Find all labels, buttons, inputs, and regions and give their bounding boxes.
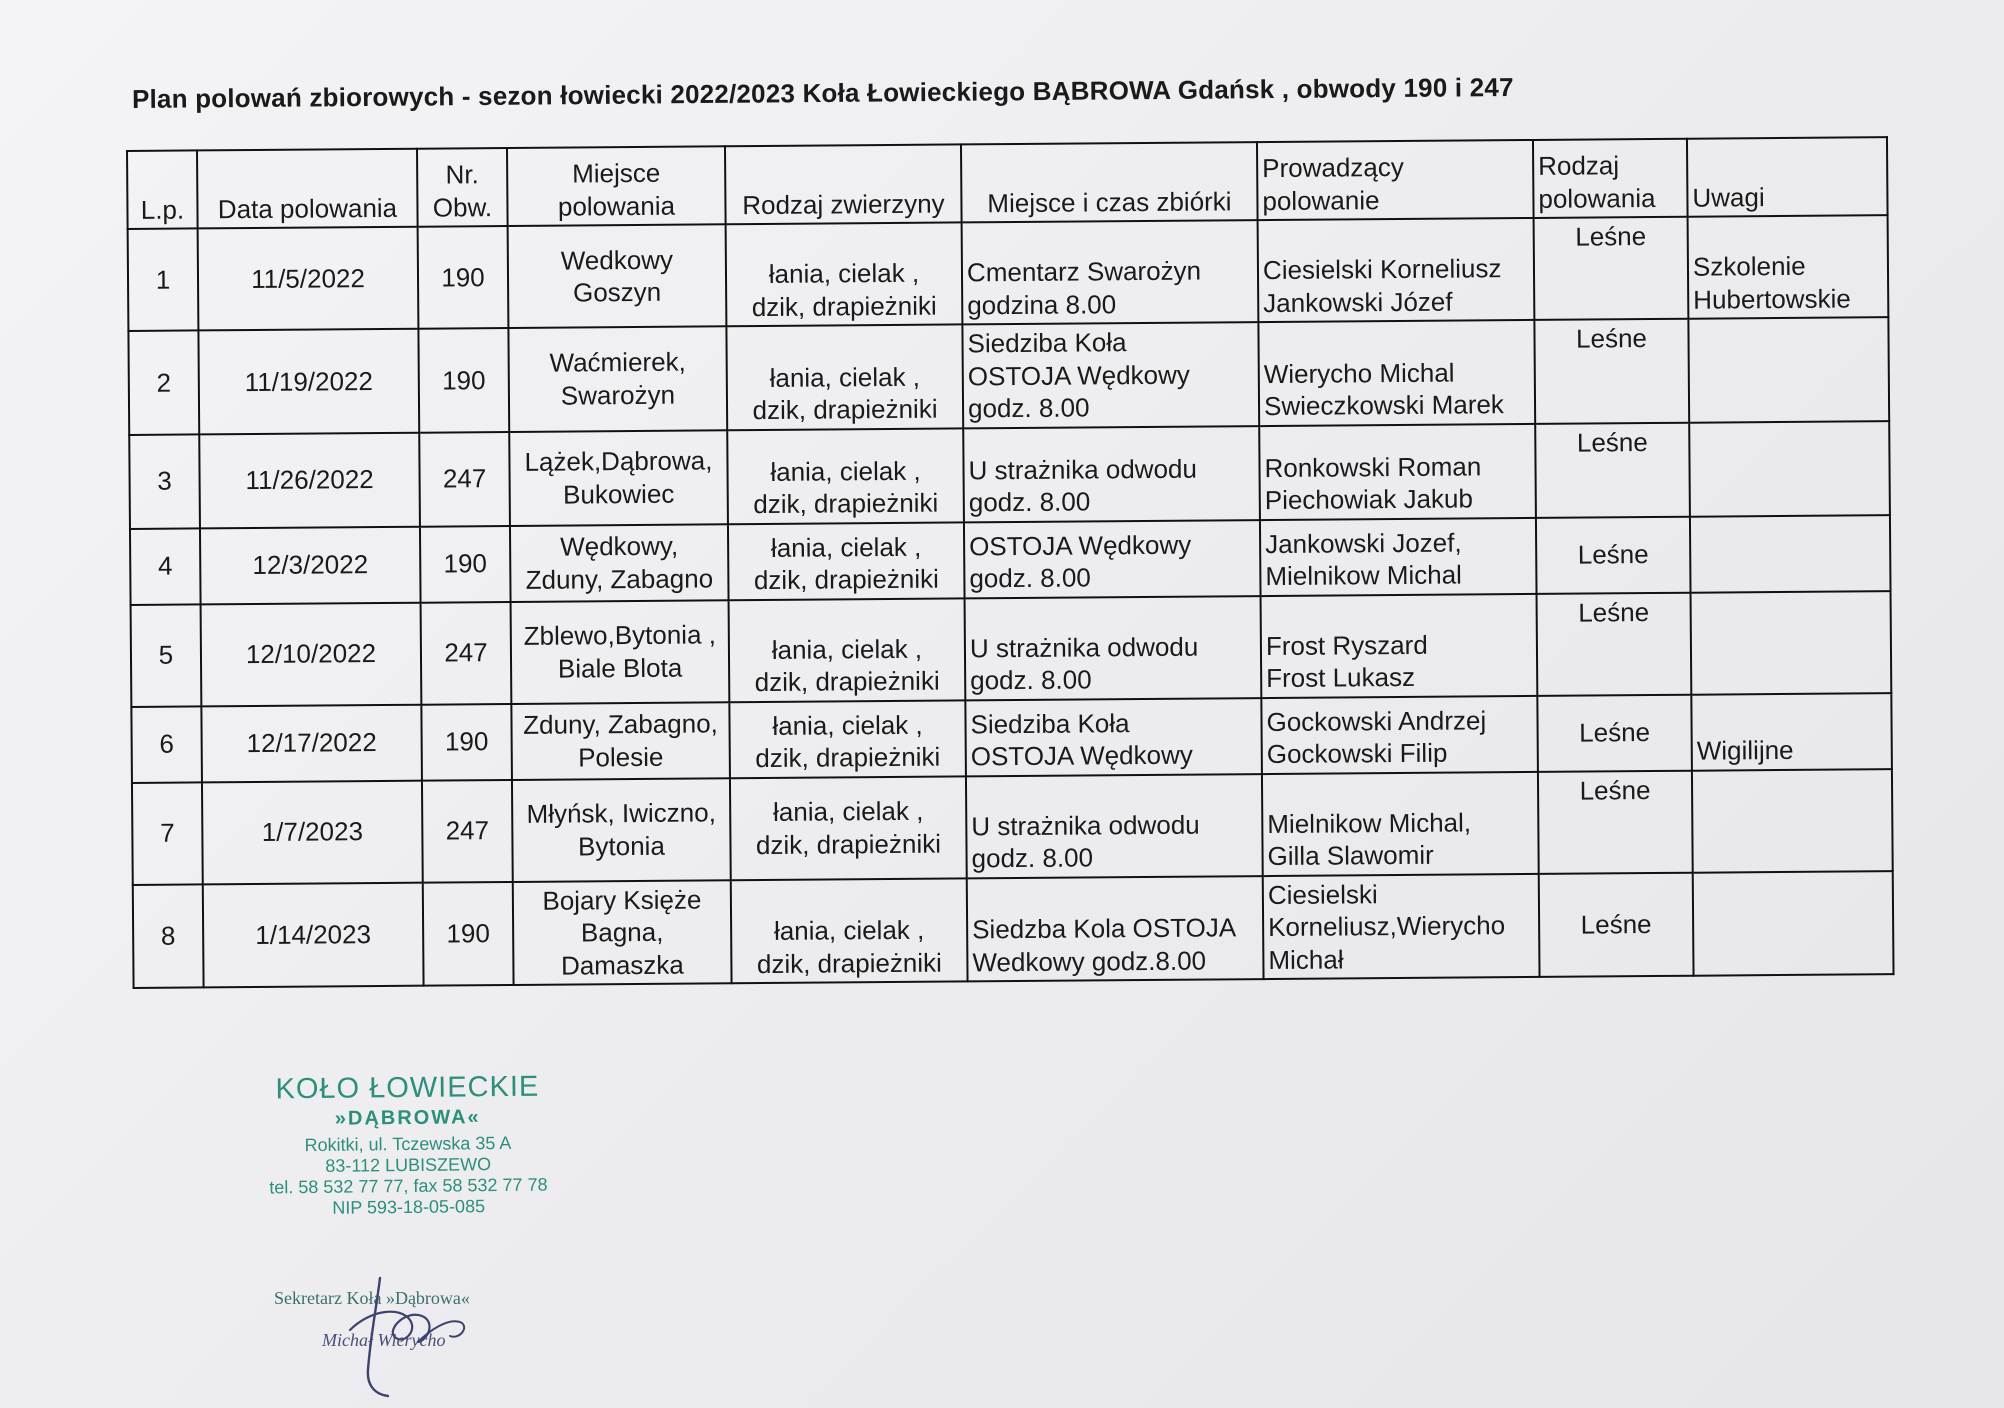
signature-name: Michał Wierycho [322,1330,446,1350]
cell-leader: Frost Ryszard Frost Lukasz [1261,593,1538,697]
cell-date: 11/19/2022 [198,329,419,434]
cell-game: łania, cielak , dzik, drapieżniki [728,522,965,600]
cell-meeting: Siedzba Kola OSTOJA Wedkowy godz.8.00 [967,876,1264,982]
cell-meeting: Cmentarz Swarożyn godzina 8.00 [962,220,1259,324]
cell-date: 12/10/2022 [201,602,422,706]
cell-game: łania, cielak , dzik, drapieżniki [731,878,968,983]
hunt-plan-table [126,136,1895,989]
stamp-nip: NIP 593-18-05-085 [332,1196,486,1218]
cell-meeting: U strażnika odwodu godz. 8.00 [966,774,1263,878]
cell-lp: 1 [128,228,199,331]
cell-lp: 3 [129,434,200,529]
cell-notes [1691,591,1892,695]
cell-game: łania, cielak , dzik, drapieżniki [727,428,964,524]
header-notes: Uwagi [1687,137,1888,217]
cell-notes: Szkolenie Hubertowskie [1688,215,1889,319]
cell-notes: Wigilijne [1691,693,1892,771]
header-nr: Nr. Obw. [417,148,508,227]
cell-type: Leśne [1538,770,1693,873]
stamp-phone: tel. 58 532 77 77, fax 58 532 77 78 [269,1174,548,1198]
cell-lp: 2 [128,330,199,434]
cell-date: 12/3/2022 [200,526,421,604]
cell-leader: Ciesielski Korneliusz Jankowski Józef [1258,218,1535,322]
cell-nr: 247 [419,431,510,526]
cell-place: Bojary Księże Bagna, Damaszka [513,880,732,985]
cell-nr: 190 [421,703,512,780]
cell-nr: 247 [421,601,512,704]
cell-notes [1688,317,1889,422]
cell-game: łania, cielak , dzik, drapieżniki [729,700,966,778]
cell-place: Waćmierek, Swarożyn [508,326,727,431]
page-title: Plan polowań zbiorowych - sezon łowiecki 2022/2023 Koła Łowieckiego BĄBROWA Gdańsk , obwody 190 i 247 [131,71,1514,114]
cell-leader: Gockowski Andrzej Gockowski Filip [1261,695,1538,773]
cell-game: łania, cielak , dzik, drapieżniki [726,222,963,326]
stamp-club-brand: »DĄBROWA« [334,1106,481,1130]
table-header-row [127,137,1888,229]
hunt-plan-table-wrapper [126,136,1895,989]
cell-nr: 190 [418,226,509,329]
club-stamp [247,1070,569,1219]
cell-nr: 247 [422,779,513,882]
cell-leader: Ciesielski Korneliusz,Wierycho Michał [1263,873,1540,979]
table-row [129,421,1890,529]
header-game: Rodzaj zwierzyny [725,144,962,224]
cell-notes [1693,871,1894,976]
cell-type: Leśne [1537,694,1692,771]
header-lp: L.p. [127,150,198,229]
cell-lp: 8 [133,884,204,988]
header-place: Miejsce polowania [507,146,726,226]
cell-type: Leśne [1536,516,1691,593]
signature-title: Sekretarz Koła »Dąbrowa« [274,1288,470,1308]
cell-nr: 190 [420,525,511,602]
cell-leader: Mielnikow Michal, Gilla Slawomir [1262,771,1539,875]
cell-type: Leśne [1535,422,1690,517]
cell-place: Zblewo,Bytonia , Biale Blota [511,600,730,704]
header-meeting: Miejsce i czas zbiórki [961,142,1258,222]
cell-lp: 5 [131,604,202,707]
handwritten-signature-icon [310,1270,510,1400]
signature-block [270,1270,550,1400]
cell-date: 11/26/2022 [199,432,420,528]
cell-notes [1689,421,1890,517]
cell-meeting: U strażnika odwodu godz. 8.00 [965,596,1262,700]
cell-date: 1/14/2023 [203,882,424,987]
cell-notes [1692,769,1893,873]
stamp-address: Rokitki, ul. Tczewska 35 A [304,1132,512,1156]
cell-date: 11/5/2022 [198,227,419,331]
cell-leader: Wierycho Michal Swieczkowski Marek [1258,320,1535,426]
cell-type: Leśne [1534,319,1689,424]
cell-type: Leśne [1537,592,1692,695]
cell-place: Zduny, Zabagno, Polesie [511,702,730,780]
cell-leader: Ronkowski Roman Piechowiak Jakub [1259,423,1536,519]
cell-type: Leśne [1539,872,1694,977]
cell-type: Leśne [1534,217,1689,320]
cell-meeting: U strażnika odwodu godz. 8.00 [963,426,1260,522]
cell-game: łania, cielak , dzik, drapieżniki [730,776,967,880]
table-row [133,871,1894,988]
cell-nr: 190 [423,881,514,985]
cell-date: 1/7/2023 [202,780,423,884]
cell-leader: Jankowski Jozef, Mielnikow Michal [1260,517,1537,595]
table-row [128,317,1889,434]
cell-game: łania, cielak , dzik, drapieżniki [729,598,966,702]
header-leader: Prowadzący polowanie [1257,140,1534,220]
cell-notes [1690,515,1891,593]
table-row [131,591,1892,707]
cell-place: Wędkowy, Zduny, Zabagno [510,524,729,602]
cell-meeting: Siedziba Koła OSTOJA Wędkowy godz. 8.00 [962,322,1259,428]
cell-lp: 7 [132,782,203,885]
cell-place: Wedkowy Goszyn [508,224,727,328]
table-row [131,693,1892,783]
stamp-club-name: KOŁO ŁOWIECKIE [275,1070,540,1106]
cell-lp: 4 [130,528,201,605]
cell-date: 12/17/2022 [201,704,422,782]
header-date: Data polowania [197,149,418,229]
cell-lp: 6 [131,706,202,783]
stamp-postal: 83-112 LUBISZEWO [325,1154,492,1176]
cell-game: łania, cielak , dzik, drapieżniki [726,324,963,429]
cell-meeting: Siedziba Koła OSTOJA Wędkowy [965,698,1262,776]
table-row [132,769,1893,885]
cell-meeting: OSTOJA Wędkowy godz. 8.00 [964,520,1261,598]
table-row [130,515,1891,605]
cell-place: Młyńsk, Iwiczno, Bytonia [512,778,731,882]
cell-place: Lążek,Dąbrowa, Bukowiec [509,430,728,526]
header-type: Rodzaj polowania [1533,139,1688,218]
table-row [128,215,1889,331]
cell-nr: 190 [418,328,509,432]
